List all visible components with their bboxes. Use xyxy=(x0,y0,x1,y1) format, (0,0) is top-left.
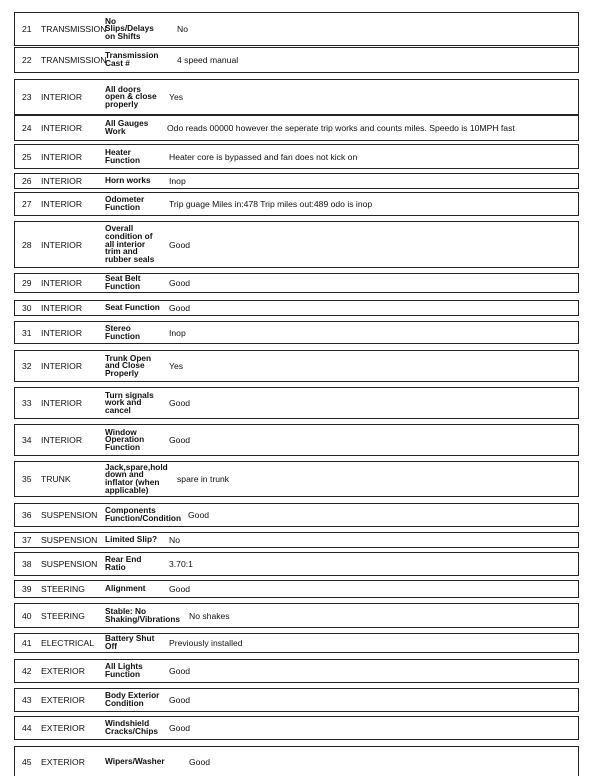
row-category: SUSPENSION xyxy=(41,510,98,520)
table-row xyxy=(14,321,579,344)
row-category: INTERIOR xyxy=(41,239,83,250)
row-category: EXTERIOR xyxy=(41,666,85,676)
row-number: 29 xyxy=(22,278,32,288)
table-row xyxy=(14,115,579,141)
table-row xyxy=(14,300,579,316)
row-number: 21 xyxy=(22,24,32,34)
row-item: No Slips/Delays on Shifts xyxy=(105,15,154,41)
row-item: Turn signals work and cancel xyxy=(105,389,154,415)
table-row xyxy=(14,350,579,382)
row-category: SUSPENSION xyxy=(41,559,98,569)
row-item: All Lights Function xyxy=(105,661,143,679)
row-result: Good xyxy=(169,584,191,594)
row-number: 35 xyxy=(22,474,32,484)
row-number: 33 xyxy=(22,398,32,408)
table-row xyxy=(14,273,579,293)
row-category: EXTERIOR xyxy=(41,695,85,705)
table-row xyxy=(14,47,579,73)
row-number: 43 xyxy=(22,695,32,705)
row-category: EXTERIOR xyxy=(41,756,85,767)
row-item: Windshield Cracks/Chips xyxy=(105,718,159,736)
row-number: 42 xyxy=(22,666,32,676)
row-category: INTERIOR xyxy=(41,361,83,371)
table-row xyxy=(14,603,579,628)
row-result: Good xyxy=(169,239,191,250)
row-item: Wipers/Washer xyxy=(105,755,165,766)
row-number: 25 xyxy=(22,151,32,162)
row-category: INTERIOR xyxy=(41,123,83,133)
row-category: TRUNK xyxy=(41,474,71,484)
row-number: 22 xyxy=(22,55,32,65)
table-row xyxy=(14,424,579,456)
row-result: Odo reads 00000 however the seperate trip works and counts miles. Speedo is 10MPH fast xyxy=(167,123,515,133)
row-result: Good xyxy=(169,723,191,733)
row-number: 23 xyxy=(22,92,32,102)
row-category: STEERING xyxy=(41,584,85,594)
table-row xyxy=(14,688,579,712)
row-item: Trunk Open and Close Properly xyxy=(105,352,152,378)
row-number: 31 xyxy=(22,327,32,338)
row-category: INTERIOR xyxy=(41,435,83,445)
row-result: spare in trunk xyxy=(177,474,230,484)
row-item: Horn works xyxy=(105,175,151,186)
table-row xyxy=(14,192,579,216)
table-row xyxy=(14,746,579,776)
row-result: No shakes xyxy=(189,610,230,621)
row-item: Heater Function xyxy=(105,146,141,165)
table-row xyxy=(14,552,579,576)
table-row xyxy=(14,173,579,189)
row-item: All Gauges Work xyxy=(105,118,149,136)
table-row xyxy=(14,503,579,527)
row-category: INTERIOR xyxy=(41,327,83,338)
row-result: Yes xyxy=(169,361,184,371)
table-row xyxy=(14,221,579,268)
row-item: Components Function/Condition xyxy=(105,505,182,523)
row-item: Window Operation Function xyxy=(105,426,145,452)
row-category: INTERIOR xyxy=(41,398,83,408)
table-row xyxy=(14,580,579,598)
table-row xyxy=(14,461,579,497)
row-item: Rear End Ratio xyxy=(105,554,142,572)
row-item: Seat Belt Function xyxy=(105,273,141,291)
row-result: Good xyxy=(169,695,191,705)
row-category: TRANSMISSION xyxy=(41,55,107,65)
row-item: Overall condition of all interior trim and rubber seals xyxy=(105,223,155,264)
row-number: 34 xyxy=(22,435,32,445)
row-item: Transmission Cast # xyxy=(105,50,159,68)
row-result: Good xyxy=(169,666,191,676)
row-category: INTERIOR xyxy=(41,199,83,209)
table-row xyxy=(14,633,579,653)
row-category: EXTERIOR xyxy=(41,723,85,733)
table-row xyxy=(14,532,579,548)
row-result: Yes xyxy=(169,92,184,102)
row-result: Good xyxy=(169,278,191,288)
row-category: INTERIOR xyxy=(41,176,83,186)
row-item: Limited Slip? xyxy=(105,534,158,545)
row-number: 32 xyxy=(22,361,32,371)
row-category: INTERIOR xyxy=(41,278,83,288)
row-item: Seat Function xyxy=(105,302,160,313)
row-number: 37 xyxy=(22,535,32,545)
row-result: No xyxy=(169,535,180,545)
row-category: ELECTRICAL xyxy=(41,638,95,648)
row-number: 44 xyxy=(22,723,32,733)
row-result: Inop xyxy=(169,176,186,186)
row-number: 26 xyxy=(22,176,32,186)
row-number: 45 xyxy=(22,756,32,767)
table-row xyxy=(14,144,579,169)
row-category: INTERIOR xyxy=(41,303,83,313)
row-result: Heater core is bypassed and fan does not kick on xyxy=(169,151,358,162)
row-result: Good xyxy=(188,510,210,520)
row-item: Stable: No Shaking/Vibrations xyxy=(105,605,180,624)
row-result: Good xyxy=(169,435,191,445)
row-result: 3.70:1 xyxy=(169,559,193,569)
row-item: Odometer Function xyxy=(105,194,145,212)
row-result: 4 speed manual xyxy=(177,55,239,65)
row-number: 24 xyxy=(22,123,32,133)
row-number: 40 xyxy=(22,610,32,621)
row-result: Inop xyxy=(169,327,186,338)
row-result: Good xyxy=(189,756,211,767)
row-result: Good xyxy=(169,398,191,408)
row-item: Body Exterior Condition xyxy=(105,690,160,708)
row-number: 27 xyxy=(22,199,32,209)
row-result: Trip guage Miles in:478 Trip miles out:489 odo is inop xyxy=(169,199,373,209)
row-number: 36 xyxy=(22,510,32,520)
row-result: Previously installed xyxy=(169,638,243,648)
table-row xyxy=(14,659,579,683)
table-row xyxy=(14,12,579,46)
row-result: Good xyxy=(169,303,191,313)
row-number: 38 xyxy=(22,559,32,569)
row-result: No xyxy=(177,24,188,34)
row-category: TRANSMISSION xyxy=(41,24,107,34)
row-category: SUSPENSION xyxy=(41,535,98,545)
row-number: 28 xyxy=(22,239,32,250)
row-category: INTERIOR xyxy=(41,151,83,162)
row-number: 41 xyxy=(22,638,32,648)
row-item: Stereo Function xyxy=(105,322,141,341)
table-row xyxy=(14,387,579,419)
row-number: 30 xyxy=(22,303,32,313)
row-category: INTERIOR xyxy=(41,92,83,102)
row-number: 39 xyxy=(22,584,32,594)
table-row xyxy=(14,79,579,115)
row-item: All doors open & close properly xyxy=(105,83,157,109)
table-row xyxy=(14,716,579,740)
row-item: Alignment xyxy=(105,583,146,594)
row-category: STEERING xyxy=(41,610,85,621)
row-item: Jack,spare,hold down and inflator (when applicable) xyxy=(105,461,168,495)
row-item: Battery Shut Off xyxy=(105,633,155,651)
